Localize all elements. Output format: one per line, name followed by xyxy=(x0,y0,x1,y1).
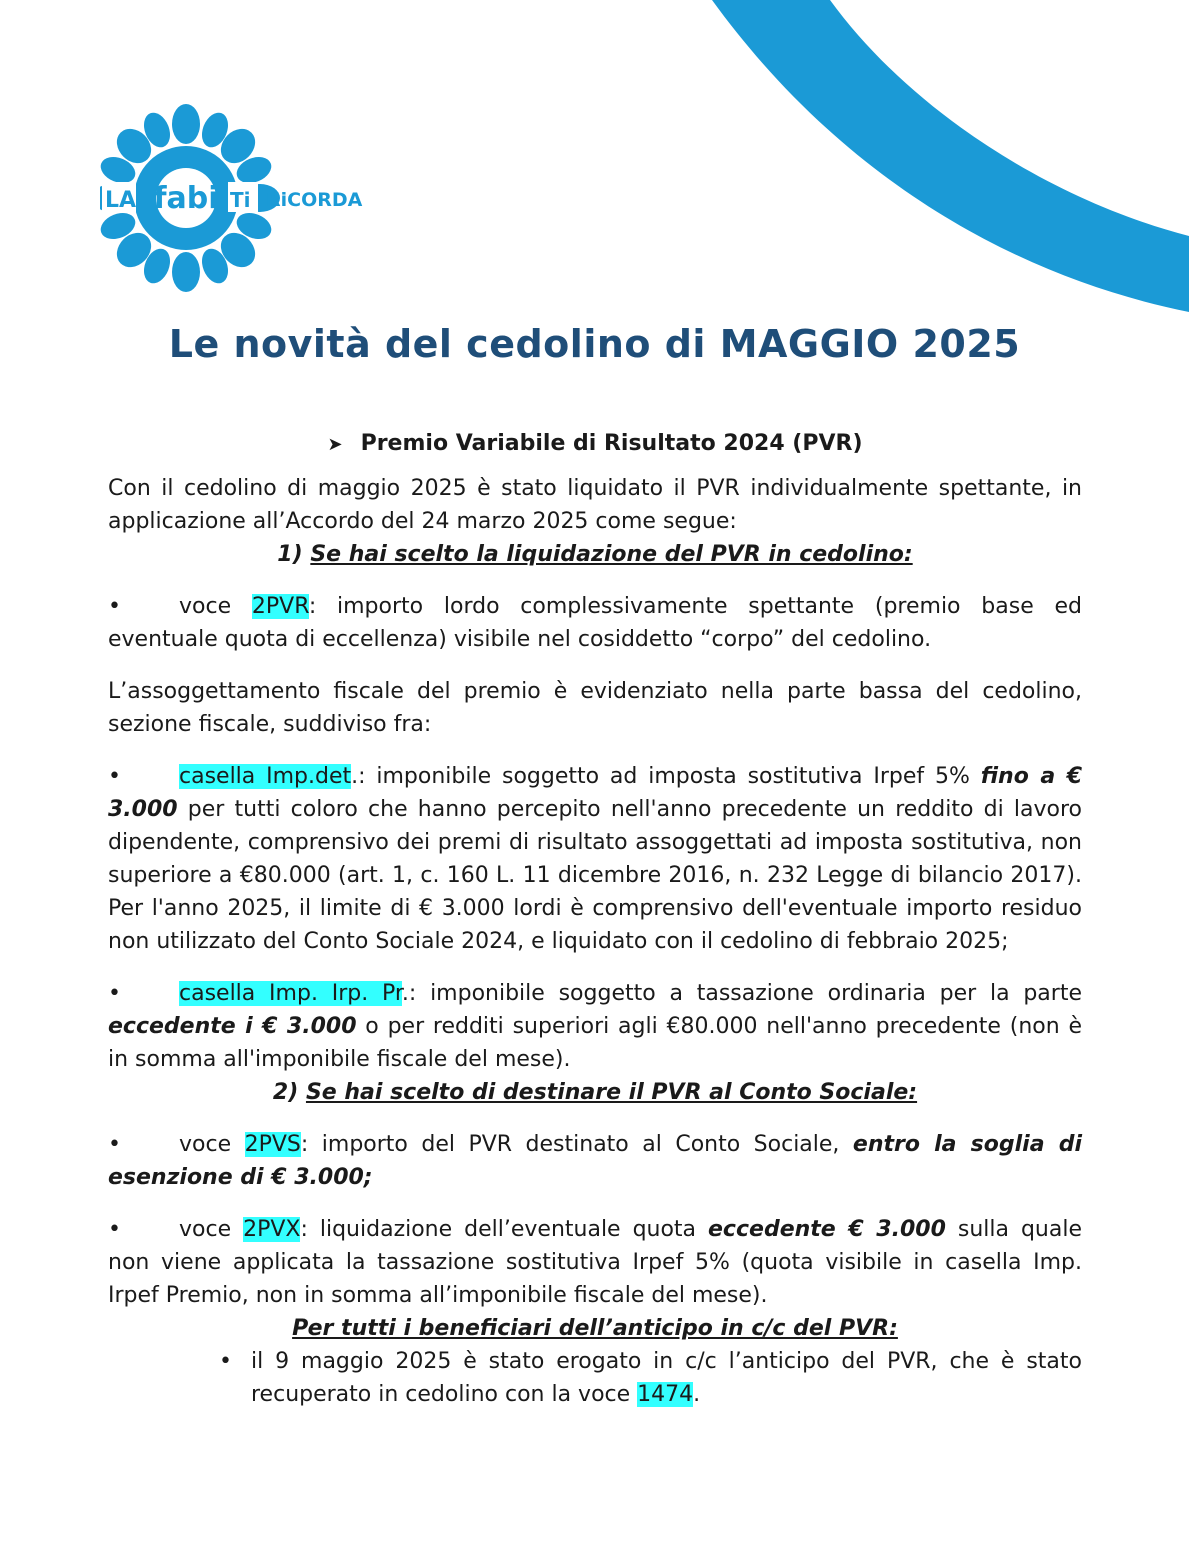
code-2pvr: 2PVR xyxy=(251,594,309,619)
arrow-bullet-icon: ➤ xyxy=(327,434,343,455)
logo-text-la: LA xyxy=(105,188,137,213)
bullet-icon: • xyxy=(108,594,121,619)
subheading-2 xyxy=(108,1076,1082,1109)
bullet-icon: • xyxy=(108,1132,121,1157)
code-imp-irp-pr: casella Imp. Irp. Pr xyxy=(179,981,402,1006)
section-heading-text: Premio Variabile di Risultato 2024 (PVR) xyxy=(360,431,863,456)
list-item-2pvx: • voce 2PVX: liquidazione dell’eventuale quota eccedente € 3.000 sulla quale non viene applicata la tassazione sostitutiva Irpef 5% (quota visibile in casella Imp. Irpef Premio, non in somma all’imponibile fiscale del mese). xyxy=(108,1213,1082,1312)
code-2pvx: 2PVX xyxy=(243,1217,301,1242)
section-heading xyxy=(108,427,1082,461)
subheading-1-text: Se hai scelto la liquidazione del PVR in cedolino: xyxy=(310,542,913,567)
bullet-icon: • xyxy=(108,981,121,1006)
bullet-icon: • xyxy=(108,764,121,789)
bullet-icon: • xyxy=(108,1217,121,1242)
list-item-imp-det: • casella Imp.det.: imponibile soggetto ad imposta sostitutiva Irpef 5% fino a € 3.000 per tutti coloro che hanno percepito nell'anno precedente un reddito di lavoro dipendente, comprensivo dei premi di risultato assoggettati ad imposta sostitutiva, non superiore a €80.000 (art. 1, c. 160 L. 11 dicembre 2016, n. 232 Legge di bilancio 2017). Per l'anno 2025, il limite di € 3.000 lordi è comprensivo dell'eventuale importo residuo non utilizzato del Conto Sociale 2024, e liquidato con il cedolino di febbraio 2025; xyxy=(108,760,1082,958)
subheading-2-number: 2) xyxy=(272,1080,306,1105)
list-item-2pvr: • voce 2PVR: importo lordo complessivamente spettante (premio base ed eventuale quota di eccellenza) visibile nel cosiddetto “corpo” del cedolino. xyxy=(108,590,1082,656)
logo-text-fabi: fabi xyxy=(153,181,219,216)
fabi-logo xyxy=(100,96,400,296)
list-item-anticipo: • il 9 maggio 2025 è stato erogato in c/c l’anticipo del PVR, che è stato recuperato in cedolino con la voce 1474. xyxy=(108,1345,1082,1411)
code-imp-det: casella Imp.det xyxy=(179,764,352,789)
list-item-2pvs: • voce 2PVS: importo del PVR destinato al Conto Sociale, entro la soglia di esenzione di € 3.000; xyxy=(108,1128,1082,1194)
code-1474: 1474 xyxy=(637,1382,694,1407)
page-title: Le novità del cedolino di MAGGIO 2025 xyxy=(168,322,1021,366)
bullet-icon: • xyxy=(219,1349,232,1374)
fiscal-paragraph: L’assoggettamento fiscale del premio è evidenziato nella parte bassa del cedolino, sezione fiscale, suddiviso fra: xyxy=(108,679,1082,737)
logo-text-ti: Ti xyxy=(230,188,251,212)
code-2pvs: 2PVS xyxy=(244,1132,301,1157)
document-body xyxy=(108,427,1082,1411)
subheading-2-text: Se hai scelto di destinare il PVR al Conto Sociale: xyxy=(305,1080,918,1105)
logo-text-ricorda: RiCORDA xyxy=(266,189,363,211)
subheading-3-text: Per tutti i beneficiari dell’anticipo in c/c del PVR: xyxy=(292,1316,898,1341)
subheading-1-number: 1) xyxy=(277,542,311,567)
list-item-imp-irp-pr: • casella Imp. Irp. Pr.: imponibile soggetto a tassazione ordinaria per la parte eccedente i € 3.000 o per redditi superiori agli €80.000 nell'anno precedente (non è in somma all'imponibile fiscale del mese). xyxy=(108,977,1082,1076)
subheading-1 xyxy=(108,538,1082,571)
subheading-3 xyxy=(108,1312,1082,1345)
intro-paragraph: Con il cedolino di maggio 2025 è stato liquidato il PVR individualmente spettante, in applicazione all’Accordo del 24 marzo 2025 come segue: xyxy=(108,476,1082,534)
